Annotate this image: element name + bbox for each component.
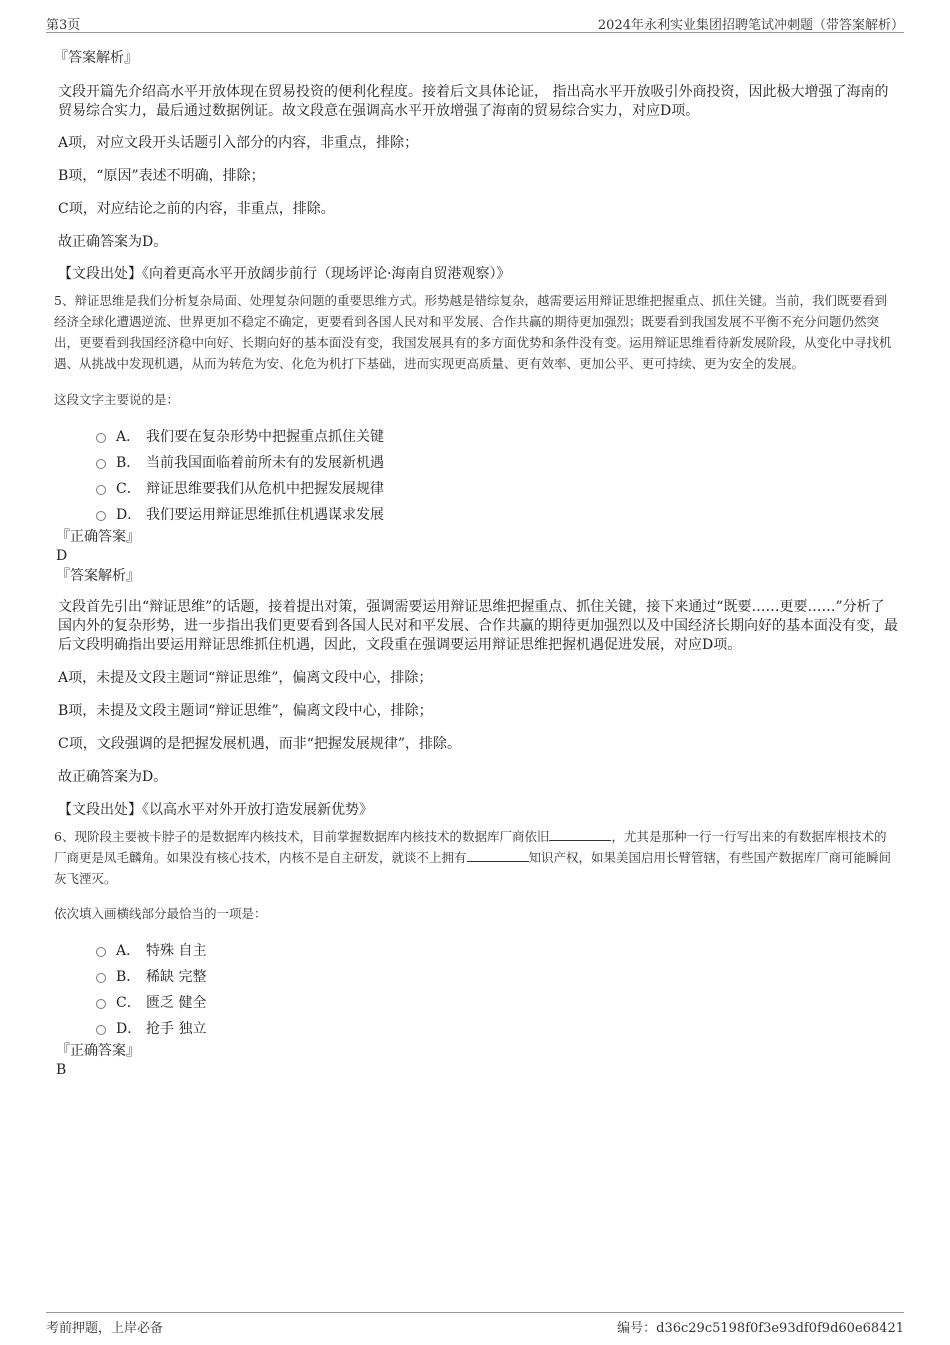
radio-icon[interactable] bbox=[96, 485, 106, 495]
question-stem: 6、现阶段主要被卡脖子的是数据库内核技术，目前掌握数据库内核技术的数据库厂商依旧 ，尤其是那种一行一行写出来的有数据库根技术的厂商更是凤毛麟角。如果没有核心技术，内核不是自主研发，就谈不上拥有 知识产权，如果美国启用长臂管辖，有些国产数据库厂商可能瞬间灰飞湮灭。 bbox=[54, 829, 892, 886]
option-d[interactable]: D． 抢手 独立 bbox=[54, 1016, 898, 1042]
page-footer bbox=[46, 1312, 904, 1338]
document-code: 编号：d36c29c5198f0f3e93df0f9d60e68421 bbox=[617, 1321, 904, 1336]
question-stem: 5、辩证思维是我们分析复杂局面、处理复杂问题的重要思维方式。形势越是错综复杂，越需要运用辩证思维把握重点、抓住关键。当前，我们既要看到经济全球化遭遇逆流、世界更加不稳定不确定，更要看到各国人民对和平发展、合作共赢的期待更加强烈；既要看到我国发展不平衡不充分问题仍然突出，更要看到我国经济稳中向好、长期向好的基本面没有变，我国发展具有的多方面优势和条件没有变。运用辩证思维看待新发展阶段，从变化中寻找机遇、从挑战中发现机遇，从而为转危为安、化危为机打下基础，进而实现更高质量、更有效率、更加公平、更可持续、更为安全的发展。 bbox=[54, 293, 892, 371]
option-list bbox=[54, 424, 898, 528]
option-a[interactable]: A． 我们要在复杂形势中把握重点抓住关键 bbox=[54, 424, 898, 450]
analysis-paragraph: B项，“原因”表述不明确，排除； bbox=[58, 168, 265, 184]
analysis-paragraph: 文段开篇先介绍高水平开放体现在贸易投资的便利化程度。接着后文具体论证， 指出高水平开放吸引外商投资，因此极大增强了海南的贸易综合实力，最后通过数据例证。故文段意在强调高水平开放增强了海南的贸易综合实力，对应D项。 bbox=[58, 84, 889, 119]
question-prompt: 这段文字主要说的是： bbox=[54, 392, 180, 407]
footer-slogan: 考前押题，上岸必备 bbox=[46, 1321, 164, 1336]
page-content bbox=[54, 44, 898, 1078]
radio-icon[interactable] bbox=[96, 459, 106, 469]
analysis-paragraph: C项，对应结论之前的内容，非重点，排除。 bbox=[58, 201, 335, 217]
radio-icon[interactable] bbox=[96, 433, 106, 443]
option-a[interactable]: A． 特殊 自主 bbox=[54, 938, 898, 964]
analysis-paragraph: 故正确答案为D。 bbox=[58, 769, 168, 785]
option-b[interactable]: B． 稀缺 完整 bbox=[54, 964, 898, 990]
option-c[interactable]: C． 匮乏 健全 bbox=[54, 990, 898, 1016]
analysis-paragraph: C项，文段强调的是把握发展机遇，而非“把握发展规律”，排除。 bbox=[58, 736, 462, 752]
analysis-paragraph: 文段首先引出“辩证思维”的话题，接着提出对策，强调需要运用辩证思维把握重点、抓住关键，接下来通过“既要……更要……”分析了国内外的复杂形势，进一步指出我们更要看到各国人民对和平发展、合作共赢的期待更加强烈以及中国经济长期向好的基本面没有变，最后文段明确指出要运用辩证思维抓住机遇，因此，文段重在强调要运用辩证思维把握机遇促进发展，对应D项。 bbox=[58, 599, 898, 653]
radio-icon[interactable] bbox=[96, 947, 106, 957]
analysis-paragraph: A项，对应文段开头话题引入部分的内容，非重点，排除； bbox=[58, 135, 419, 151]
source-citation: 【文段出处】《以高水平对外开放打造发展新优势》 bbox=[58, 802, 373, 818]
page-number: 第3页 bbox=[46, 18, 81, 33]
radio-icon[interactable] bbox=[96, 1025, 106, 1035]
option-c[interactable]: C． 辩证思维要我们从危机中把握发展规律 bbox=[54, 476, 898, 502]
option-list bbox=[54, 938, 898, 1042]
source-citation: 【文段出处】《向着更高水平开放阔步前行（现场评论·海南自贸港观察）》 bbox=[58, 266, 511, 282]
analysis-paragraph: A项，未提及文段主题词“辩证思维”，偏离文段中心，排除； bbox=[58, 670, 433, 686]
radio-icon[interactable] bbox=[96, 999, 106, 1009]
answer-label: 『正确答案』 bbox=[56, 529, 140, 545]
document-title: 2024年永利实业集团招聘笔试冲刺题（带答案解析） bbox=[597, 18, 904, 33]
radio-icon[interactable] bbox=[96, 973, 106, 983]
question-prompt: 依次填入画横线部分最恰当的一项是： bbox=[54, 906, 267, 921]
option-d[interactable]: D． 我们要运用辩证思维抓住机遇谋求发展 bbox=[54, 502, 898, 528]
fill-blank bbox=[549, 828, 611, 841]
answer-value: B bbox=[56, 1062, 67, 1078]
analysis-paragraph: 故正确答案为D。 bbox=[58, 234, 168, 250]
analysis-paragraph: B项，未提及文段主题词“辩证思维”，偏离文段中心，排除； bbox=[58, 703, 433, 719]
page-header bbox=[46, 14, 904, 33]
answer-label: 『正确答案』 bbox=[56, 1043, 140, 1059]
fill-blank bbox=[467, 849, 529, 862]
option-b[interactable]: B． 当前我国面临着前所未有的发展新机遇 bbox=[54, 450, 898, 476]
analysis-label: 『答案解析』 bbox=[56, 568, 140, 584]
answer-value: D bbox=[56, 548, 68, 564]
radio-icon[interactable] bbox=[96, 511, 106, 521]
analysis-label: 『答案解析』 bbox=[54, 50, 138, 66]
